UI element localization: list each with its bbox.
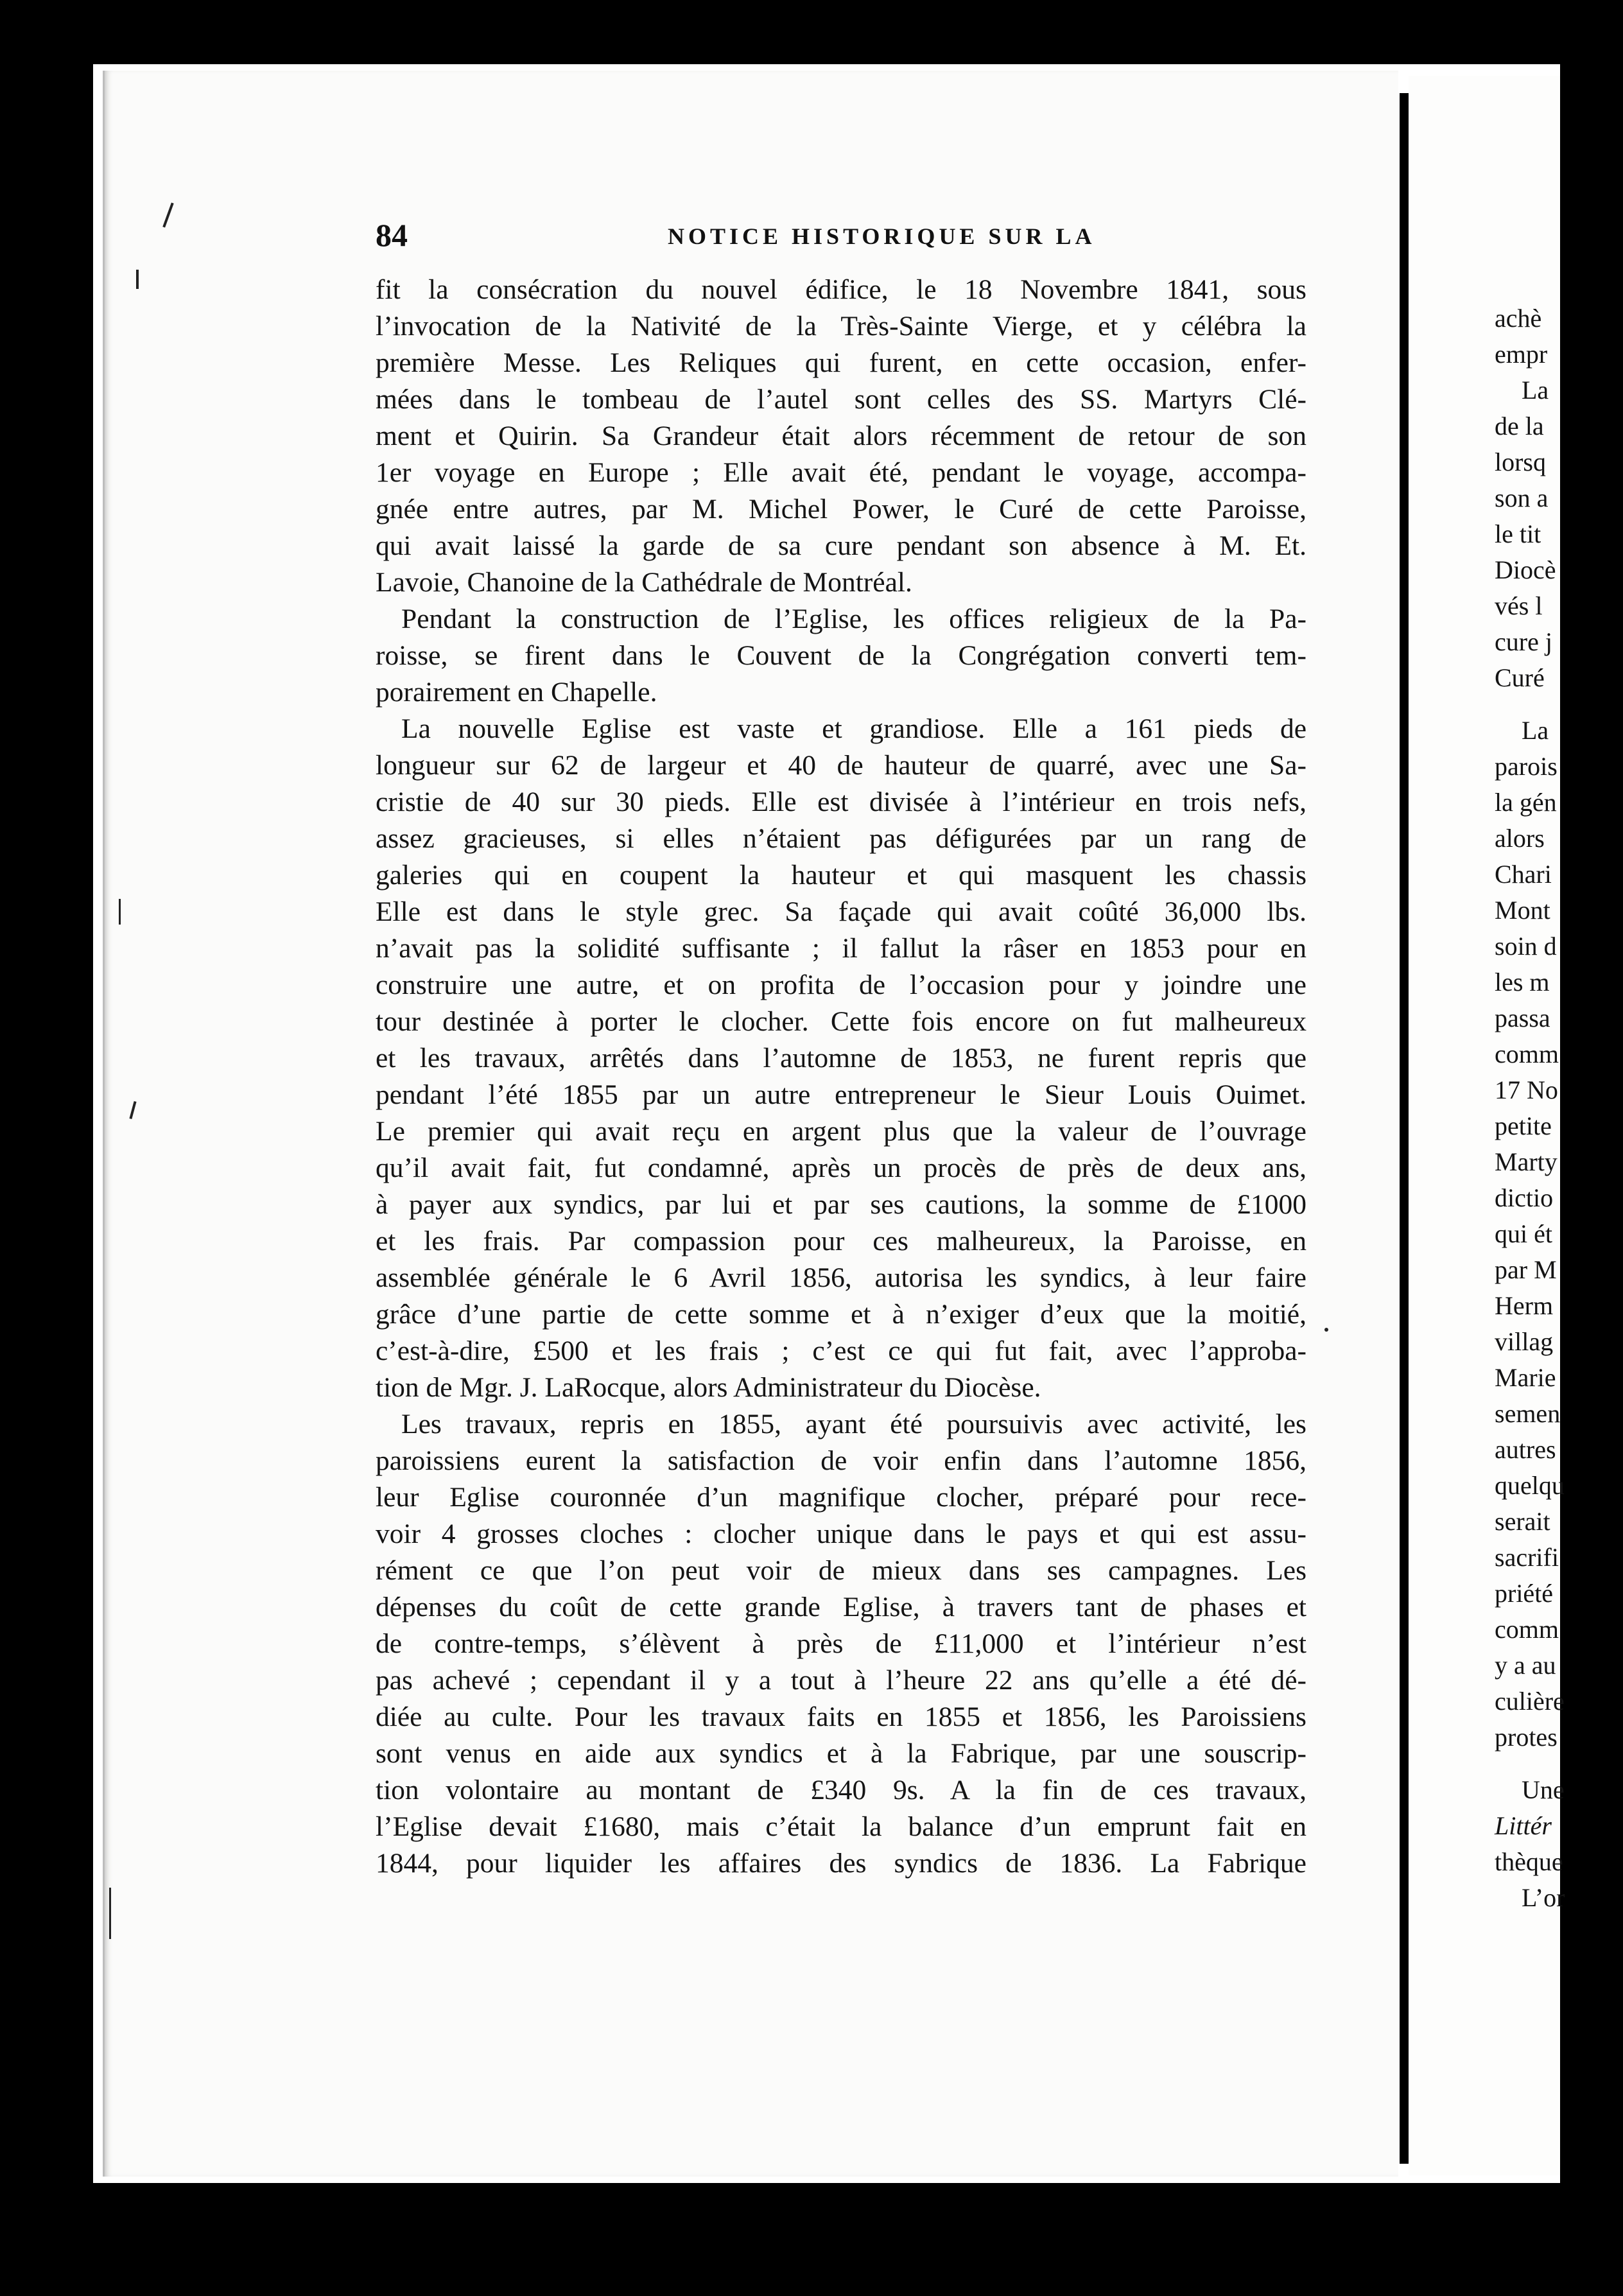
fragment-line: autres (1495, 1435, 1556, 1464)
text-line: l’Eglise devait £1680, mais c’était la balance d’un emprunt fait en (376, 1811, 1306, 1842)
text-line: 1er voyage en Europe ; Elle avait été, pendant le voyage, accompa- (376, 457, 1306, 488)
fragment-line: les m (1495, 968, 1550, 996)
text-line: fit la consécration du nouvel édifice, le 18 Novembre 1841, sous (376, 274, 1306, 305)
fragment-line: parois (1495, 752, 1558, 781)
fragment-line: comm (1495, 1039, 1559, 1068)
text-line: qui avait laissé la garde de sa cure pendant son absence à M. Et. (376, 530, 1306, 561)
fragment-line: villag (1495, 1327, 1554, 1356)
fragment-line: alors (1495, 824, 1545, 853)
text-line: Le premier qui avait reçu en argent plus que la valeur de l’ouvrage (376, 1116, 1306, 1147)
scan-artifact-mark (109, 1888, 111, 1939)
text-line: dépenses du coût de cette grande Eglise, à travers tant de phases et (376, 1592, 1306, 1622)
text-line: ment et Quirin. Sa Grandeur était alors récemment de retour de son (376, 421, 1306, 451)
text-line: n’avait pas la solidité suffisante ; il fallut la râser en 1853 pour en (376, 933, 1306, 964)
fragment-line: empr (1495, 340, 1548, 369)
text-line: cristie de 40 sur 30 pieds. Elle est divisée à l’intérieur en trois nefs, (376, 787, 1306, 817)
fragment-line: le tit (1495, 519, 1541, 548)
running-head: NOTICE HISTORIQUE SUR LA (668, 223, 1096, 249)
text-line: mées dans le tombeau de l’autel sont celles des SS. Martyrs Clé- (376, 384, 1306, 415)
text-line: galeries qui en coupent la hauteur et qui masquent les chassis (376, 860, 1306, 891)
fragment-line: par M (1495, 1255, 1557, 1284)
text-line: construire une autre, et on profita de l’occasion pour y joindre une (376, 970, 1306, 1000)
fragment-line: petite (1495, 1111, 1552, 1140)
body-text (376, 272, 1306, 1882)
text-line: et les frais. Par compassion pour ces malheureux, la Paroisse, en (376, 1226, 1306, 1257)
text-line: La nouvelle Eglise est vaste et grandiose. Elle a 161 pieds de (401, 713, 1306, 744)
fragment-line: cure j (1495, 627, 1552, 656)
text-line: et les travaux, arrêtés dans l’automne de 1853, ne furent repris que (376, 1043, 1306, 1074)
fragment-line: Marty (1495, 1147, 1558, 1176)
fragment-line: passa (1495, 1004, 1550, 1032)
text-line: porairement en Chapelle. (376, 677, 657, 708)
fragment-line: dictio (1495, 1183, 1554, 1212)
text-line: longueur sur 62 de largeur et 40 de hauteur de quarré, avec une Sa- (376, 750, 1306, 781)
text-line: c’est-à-dire, £500 et les frais ; c’est ce qui fut fait, avec l’approba- (376, 1335, 1306, 1366)
fragment-line: quelqu (1495, 1471, 1565, 1500)
fragment-line: priété (1495, 1579, 1554, 1608)
fragment-line: L’or (1522, 1883, 1565, 1912)
fragment-line: qui ét (1495, 1219, 1552, 1248)
fragment-line: achè (1495, 304, 1542, 333)
fragment-line: La (1522, 376, 1549, 404)
text-line: voir 4 grosses cloches : clocher unique dans le pays et qui est assu- (376, 1518, 1306, 1549)
fragment-line: Diocè (1495, 555, 1556, 584)
text-line: paroissiens eurent la satisfaction de voir enfin dans l’automne 1856, (376, 1445, 1306, 1476)
fragment-line: comm (1495, 1615, 1559, 1644)
fragment-line: sacrifi (1495, 1543, 1559, 1572)
text-line: à payer aux syndics, par lui et par ses cautions, la somme de £1000 (376, 1189, 1306, 1220)
text-line: pendant l’été 1855 par un autre entrepreneur le Sieur Louis Ouimet. (376, 1079, 1306, 1110)
fragment-line: Littér (1495, 1811, 1552, 1840)
text-line: gnée entre autres, par M. Michel Power, le Curé de cette Paroisse, (376, 494, 1306, 525)
text-line: de contre-temps, s’élèvent à près de £11,000 et l’intérieur n’est (376, 1628, 1306, 1659)
fragment-line: thèque (1495, 1847, 1563, 1876)
text-line: tion de Mgr. J. LaRocque, alors Administrateur du Diocèse. (376, 1372, 1041, 1403)
text-line: 1844, pour liquider les affaires des syndics de 1836. La Fabrique (376, 1848, 1306, 1879)
page-header (376, 216, 1287, 261)
text-line: qu’il avait fait, fut condamné, après un procès de près de deux ans, (376, 1152, 1306, 1183)
scan-artifact-mark (119, 899, 121, 925)
fragment-line: Mont (1495, 896, 1550, 925)
fragment-line: vés l (1495, 591, 1543, 620)
text-line: tion volontaire au montant de £340 9s. A la fin de ces travaux, (376, 1775, 1306, 1805)
text-line: grâce d’une partie de cette somme et à n’exiger d’eux que la moitié, (376, 1299, 1306, 1330)
page-gutter (1400, 93, 1409, 2164)
fragment-line: Chari (1495, 860, 1552, 889)
fragment-line: Curé (1495, 663, 1545, 692)
text-line: Les travaux, repris en 1855, ayant été poursuivis avec activité, les (401, 1409, 1306, 1439)
text-line: diée au culte. Pour les travaux faits en 1855 et 1856, les Paroissiens (376, 1701, 1306, 1732)
scan-artifact-mark (1324, 1328, 1328, 1332)
text-line: leur Eglise couronnée d’un magnifique clocher, préparé pour rece- (376, 1482, 1306, 1513)
fragment-line: culière (1495, 1687, 1565, 1716)
fragment-line: semen (1495, 1399, 1561, 1428)
fragment-line: la gén (1495, 788, 1557, 817)
text-line: Lavoie, Chanoine de la Cathédrale de Montréal. (376, 567, 912, 598)
fragment-line: de la (1495, 412, 1544, 440)
fragment-line: soin d (1495, 932, 1557, 961)
fragment-line: lorsq (1495, 448, 1546, 476)
fragment-line: Herm (1495, 1291, 1554, 1320)
scan-artifact-mark (136, 270, 139, 289)
text-line: rément ce que l’on peut voir de mieux dans ses campagnes. Les (376, 1555, 1306, 1586)
fragment-line: 17 No (1495, 1075, 1558, 1104)
text-line: sont venus en aide aux syndics et à la Fabrique, par une souscrip- (376, 1738, 1306, 1769)
fragment-line: protes (1495, 1723, 1558, 1752)
text-line: Pendant la construction de l’Eglise, les offices religieux de la Pa- (401, 604, 1306, 634)
text-line: Elle est dans le style grec. Sa façade qui avait coûté 36,000 lbs. (376, 896, 1306, 927)
fragment-line: serait (1495, 1507, 1550, 1536)
text-line: pas achevé ; cependant il y a tout à l’heure 22 ans qu’elle a été dé- (376, 1665, 1306, 1696)
fragment-line: y a au (1495, 1651, 1556, 1680)
text-line: tour destinée à porter le clocher. Cette fois encore on fut malheureux (376, 1006, 1306, 1037)
text-line: assemblée générale le 6 Avril 1856, autorisa les syndics, à leur faire (376, 1262, 1306, 1293)
text-line: première Messe. Les Reliques qui furent, en cette occasion, enfer- (376, 347, 1306, 378)
text-line: l’invocation de la Nativité de la Très-Sainte Vierge, et y célébra la (376, 311, 1306, 342)
text-line: assez gracieuses, si elles n’étaient pas défigurées par un rang de (376, 823, 1306, 854)
page-number: 84 (376, 217, 408, 253)
fragment-line: Marie (1495, 1363, 1556, 1392)
fragment-line: son a (1495, 483, 1549, 512)
fragment-line: Une (1522, 1775, 1565, 1804)
text-line: roisse, se firent dans le Couvent de la Congrégation converti tem- (376, 640, 1306, 671)
fragment-line: La (1522, 716, 1549, 745)
